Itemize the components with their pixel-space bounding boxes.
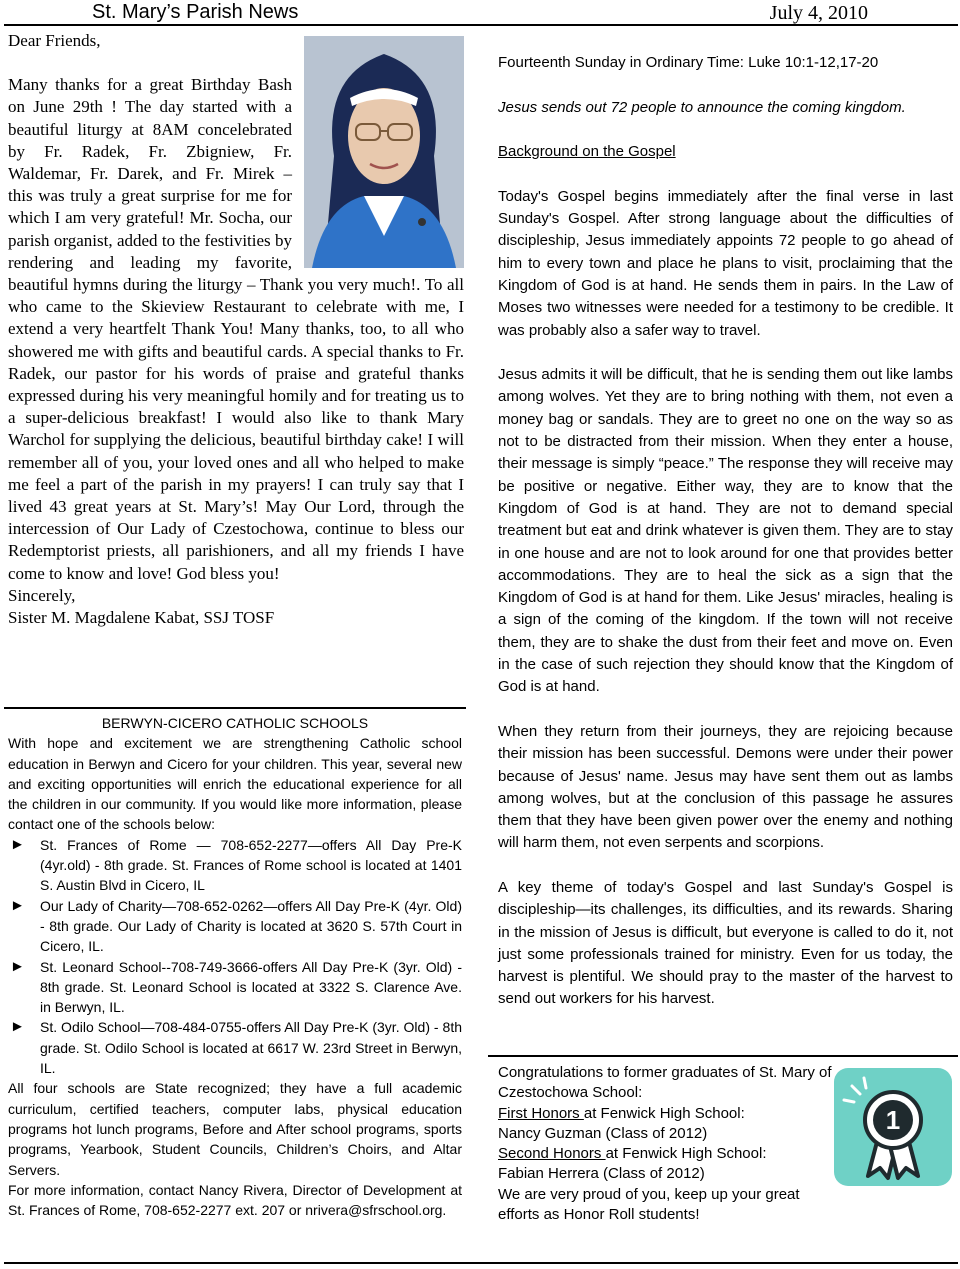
catholic-schools-section: [8, 713, 462, 1220]
award-ribbon-icon: [834, 1068, 952, 1186]
bullet-arrow-icon: ►: [10, 957, 25, 975]
bottom-rule: [4, 1262, 958, 1264]
bullet-arrow-icon: ►: [10, 835, 25, 853]
school-entry: Our Lady of Charity—708-652-0262—offers All Day Pre-K (4yr. Old) - 8th grade. Our Lady of Charity is located at 3620 S. 57th Court in Cicero, IL.: [40, 897, 462, 955]
first-honors-label: First Honors: [498, 1104, 584, 1122]
schools-contact: For more information, contact Nancy Rivera, Director of Development at St. Frances of Rome, 708-652-2277 ext. 207 or nrivera@sfrschool.org.: [8, 1181, 462, 1219]
second-honors-label: Second Honors: [498, 1145, 606, 1163]
school-entry: St. Leonard School--708-749-3666-offers All Day Pre-K (3yr. Old) - 8th grade. St. Leonard School is located at 3322 S. Clarence Ave. in Berwyn, IL.: [40, 958, 462, 1016]
congrats-closing: We are very proud of you, keep up your great efforts as Honor Roll students!: [498, 1185, 800, 1224]
list-item: [8, 896, 462, 957]
section-divider: [4, 707, 466, 709]
second-honors-student: Fabian Herrera (Class of 2012): [498, 1165, 705, 1183]
letter-greeting: Dear Friends,: [8, 31, 101, 50]
congrats-intro: Congratulations to former graduates of St. Mary of Czestochowa School:: [498, 1064, 832, 1102]
issue-date: July 4, 2010: [769, 2, 868, 24]
gospel-paragraph-2: Jesus admits it will be difficult, that he is sending them out like lambs among wolves. Yet they are to bring nothing with them, not even a money bag or sandals. They are to greet no one on the way so as not to be distracted from their mission. When they enter a house, their message is simply “peace.” The response they will receive may be positive or negative. Either way, they are to know that the Kingdom of God is at hand. They are not to demand special treatment but eat and drink whatever is given them. They are to stay in one house and are not to look around for one that provides better accommodations. They are to heal the sick as a sign that the Kingdom of God is at hand for them. Like Jesus' miracles, healing is a sign of the coming of the kingdom. If the town will not receive them, they are to shake the dust from their feet and move on. Even in the case of such rejection they should know that the Kingdom of God is at hand.: [498, 366, 953, 696]
gospel-paragraph-4: A key theme of today's Gospel and last Sunday's Gospel is discipleship—its challenges, its difficulties, and its rewards. Sharing in the mission of Jesus is difficult, but everyone is called to do it, not just some professionals trained for ministry. Even for us today, the harvest is plentiful. We should pray to the master of the harvest to send out workers for his harvest.: [498, 878, 953, 1008]
bullet-arrow-icon: ►: [10, 896, 25, 914]
gospel-background-heading: Background on the Gospel: [498, 143, 676, 161]
thank-you-letter: [8, 30, 464, 629]
school-entry: St. Odilo School—708-484-0755-offers All Day Pre-K (3yr. Old) - 8th grade. St. Odilo School is located at 6617 W. 23rd Street in Berwyn, IL.: [40, 1019, 462, 1077]
masthead: [0, 0, 960, 26]
first-honors-line: [498, 1104, 833, 1124]
bullet-arrow-icon: ►: [10, 1018, 25, 1036]
schools-heading: BERWYN-CICERO CATHOLIC SCHOOLS: [101, 715, 369, 731]
gospel-title: Fourteenth Sunday in Ordinary Time: Luke 10:1-12,17-20: [498, 54, 879, 71]
first-honors-student: Nancy Guzman (Class of 2012): [498, 1124, 708, 1142]
list-item: [8, 1017, 462, 1078]
gospel-reflection: [498, 52, 953, 1011]
school-entry: St. Frances of Rome — 708-652-2277—offers All Day Pre-K (4yr.old) - 8th grade. St. Frances of Rome school is located at 1401 S. Austin Blvd in Cicero, IL: [40, 836, 462, 894]
list-item: [8, 957, 462, 1018]
gospel-paragraph-1: Today's Gospel begins immediately after the final verse in last Sunday's Gospel. After strong language about the difficulties of discipleship, Jesus immediately appoints 72 people to go ahead of him to every town and place he plans to visit, proclaiming that the Kingdom of God is at hand. He sends them in pairs. In the Law of Moses two witnesses were needed for a testimony to be credible. It was probably also a safer way to travel.: [498, 187, 953, 339]
newsletter-title: St. Mary’s Parish News: [92, 1, 299, 23]
right-section-divider: [488, 1055, 958, 1057]
first-honors-school: at Fenwick High School:: [583, 1104, 745, 1122]
award-number: 1: [885, 1105, 901, 1135]
letter-closing: Sincerely,: [8, 585, 76, 605]
schools-list: [8, 835, 462, 1079]
gospel-paragraph-3: When they return from their journeys, they are rejoicing because their mission has been successful. Demons were under their power because of Jesus' name. Jesus may have sent them out as lambs among wolves, but at the conclusion of this passage he assures them that they have been given power over the enemy and nothing will harm them, not even serpents and scorpions.: [498, 722, 953, 852]
top-rule: [4, 24, 958, 26]
gospel-subtitle: Jesus sends out 72 people to announce the coming kingdom.: [498, 98, 906, 116]
honors-congratulations: [498, 1063, 833, 1225]
schools-intro: With hope and excitement we are strengthening Catholic school education in Berwyn and Cicero for your children. This year, several new and exciting opportunities will enrich the educational experience for all the children in our community. If you would like more information, please contact one of the schools below:: [8, 735, 462, 833]
schools-features: All four schools are State recognized; they have a full academic curriculum, certified teachers, computer labs, physical education programs hot lunch programs, Before and After school programs, sports programs, Yearbook, Student Councils, Children’s Choirs, and Altar Servers.: [8, 1080, 462, 1178]
list-item: [8, 835, 462, 896]
letter-signature: Sister M. Magdalene Kabat, SSJ TOSF: [8, 608, 275, 628]
award-ribbon-graphic: [834, 1068, 952, 1186]
sister-portrait-photo: [304, 36, 464, 268]
second-honors-line: [498, 1144, 833, 1164]
portrait-illustration: [304, 36, 464, 268]
second-honors-school: at Fenwick High School:: [605, 1145, 767, 1163]
letter-body: Many thanks for a great Birthday Bash on June 29th ! The day started with a beautiful liturgy at 8AM concelebrated by Fr. Radek, Fr. Zbigniew, Fr. Waldemar, Fr. Darek, and Fr. Mirek – this was truly a great surprise for me for which I am very grateful! Mr. Socha, our parish organist, added to the festivities by rendering and leading my favorite, beautiful hymns during the liturgy – Thank you very much!. To all who came to the Skieview Restaurant to celebrate with me, I extend a very heartfelt Thank You! Many thanks, too, to all who showered me with gifts and beautiful cards. A special thanks to Fr. Radek, our pastor for his words of praise and grateful thanks expressed during his very meaningful homily and for treating us to a super-delicious breakfast! I would also like to thank Mary Warchol for supplying the delicious, beautiful birthday cake! I will remember all of you, your loved ones and all who helped to make me feel a part of the parish in my prayers! I can truly say that I lived 43 great years at St. Mary’s! May Our Lord, through the intercession of Our Lady of Czestochowa, continue to bless our Redemptorist priests, all parishioners, and all my friends I have come to know and love! God bless you!: [8, 75, 464, 583]
